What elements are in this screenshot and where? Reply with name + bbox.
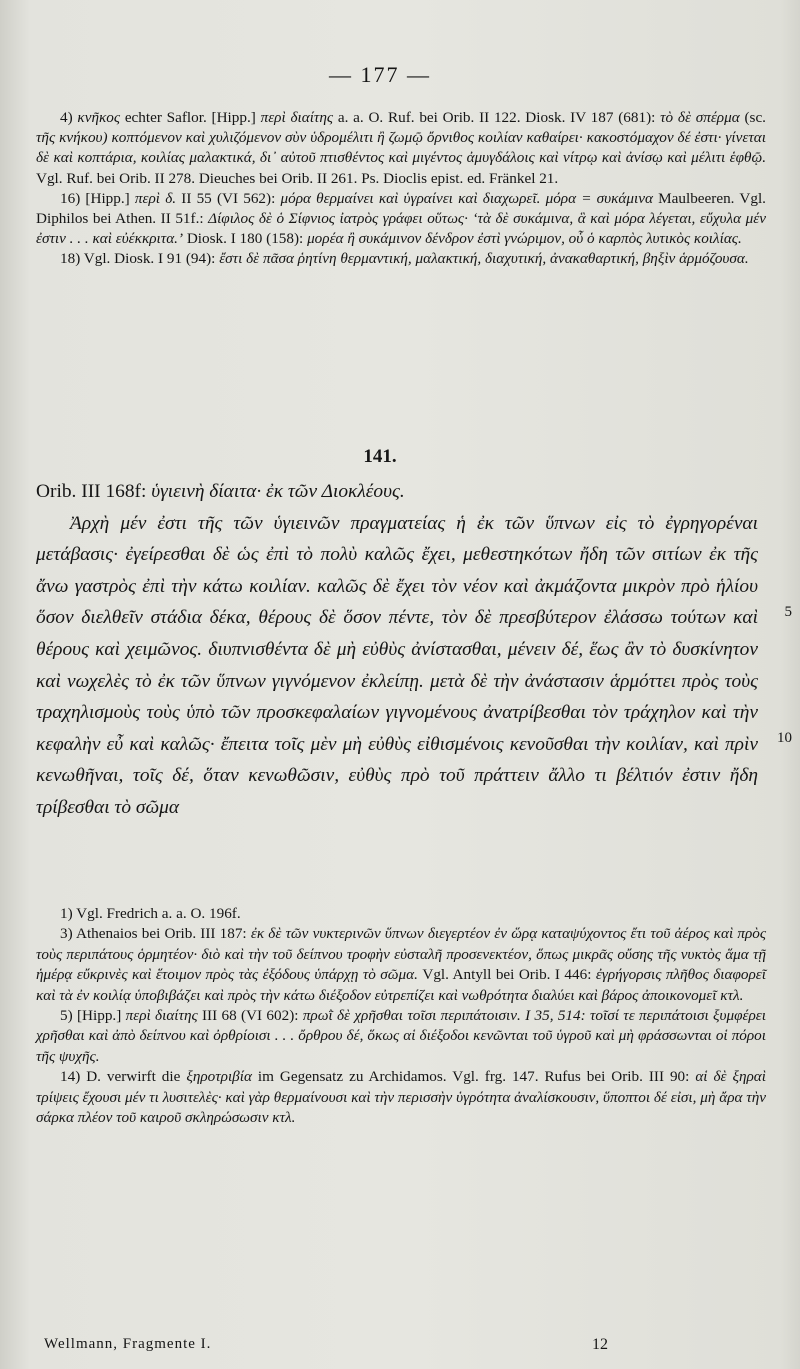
footnote-14: 14) D. verwirft die ξηροτριβία im Gegensatz zu Archidamos. Vgl. frg. 147. Rufus bei Orib. III 90: αἱ δὲ ξηραὶ τρίψεις ἔχουσι μέν τι λυσιτελὲς· καὶ γὰρ θερμαίνουσι καὶ τὴν περισσὴν ὑγρότητα ἀναλίσκουσιν, ὕποπτοι δέ εἰσι, μὴ ἄρα τὴν σάρκα πλέον τοῦ καιροῦ σκληρώσωσιν κτλ. bbox=[36, 1068, 766, 1127]
footnote-3: 3) Athenaios bei Orib. III 187: ἐκ δὲ τῶν νυκτερινῶν ὕπνων διεγερτέον ἐν ὥρᾳ καταψύχοντος ἔτι τοῦ ἀέρος καὶ πρὸς τοὺς περιπάτους ὁρμητέον· διὸ καὶ τὴν τοῦ δείπνου τροφὴν εὐσταλῆ προσενεκτέον, ὅπως μικρᾶς οὔσης τῆς νυκτὸς ἅμα τῇ ἡμέρᾳ εὔκρινὲς καὶ ἕτοιμον πρὸς τὰς ἐξόδους ὑπάρχῃ τὸ σῶμα. Vgl. Antyll bei Orib. I 446: ἐγρήγορσις πλῆθος διαφορεῖ καὶ τὰ ἐν κοιλίᾳ ὑποβιβάζει καὶ πρὸς τὴν κάτω διέξοδον εὐτρεπίζει καὶ νωθρότητα διαλύει καὶ βάρος ἀποικονομεῖ κτλ. bbox=[36, 925, 766, 1004]
section-number: 141. bbox=[363, 446, 397, 467]
line-number-5: 5 bbox=[784, 604, 792, 620]
footnote-4: 4) κνῆκος echter Saflor. [Hipp.] περὶ διαίτης a. a. O. Ruf. bei Orib. II 122. Diosk. IV 187 (681): τὸ δὲ σπέρμα (sc. τῆς κνήκου) κοπτόμενον καὶ χυλιζόμενον σὺν ὑδρομέλιτι ἢ ζωμῷ ὄρνιθος κοιλίαν καθαίρει· κακοστόμαχον δέ ἐστι· γίνεται δὲ καὶ κοπτάρια, κοιλίας μαλακτικά, δι᾽ αὐτοῦ πτισθέντος καὶ μιγέντος ἀμυγδάλοις καὶ νίτρῳ καὶ ἀνίσῳ καὶ μέλιτι ἑφθῷ. Vgl. Ruf. bei Orib. II 278. Dieuches bei Orib. II 261. Ps. Dioclis epist. ed. Fränkel 21. bbox=[36, 109, 766, 187]
footnote-1: 1) Vgl. Fredrich a. a. O. 196f. bbox=[60, 905, 241, 922]
page-number: — 177 — bbox=[329, 62, 431, 87]
sheet-number: 12 bbox=[592, 1336, 608, 1353]
top-footnotes bbox=[36, 108, 766, 270]
main-title-line: Orib. III 168f: ὑγιεινὴ δίαιτα· ἐκ τῶν Διοκλέους. bbox=[36, 481, 405, 502]
footer-signature: Wellmann, Fragmente I. bbox=[44, 1336, 212, 1352]
footnote-16: 16) [Hipp.] περὶ δ. II 55 (VI 562): μόρα θερμαίνει καὶ ὑγραίνει καὶ διαχωρεῖ. μόρα = συκάμινα Maulbeeren. Vgl. Diphilos bei Athen. II 51f.: Δίφιλος δὲ ὁ Σίφνιος ἰατρὸς γράφει οὕτως· ‘τὰ δὲ συκάμινα, ἃ καὶ μόρα λέγεται, εὔχυλα μέν ἐστιν . . . καὶ εὐέκκριτα.’ Diosk. I 180 (158): μορέα ἢ συκάμινον δένδρον ἐστὶ γνώριμον, οὗ ὁ καρπὸς λυτικὸς κοιλίας. bbox=[36, 189, 766, 248]
footnote-5: 5) [Hipp.] περὶ διαίτης III 68 (VI 602): πρωῒ δὲ χρῆσθαι τοῖσι περιπάτοισιν. I 35, 514: τοῖσί τε περιπάτοισι ξυμφέρει χρῆσθαι καὶ ἀπὸ δείπνου καὶ ὀρθρίοισι . . . ὄρθρου δέ, ὅκως αἱ διέξοδοι κενῶνται τοῦ ὑγροῦ καὶ μὴ φράσσωνται οἱ πόροι τῆς ψυχῆς. bbox=[36, 1007, 766, 1065]
main-text bbox=[36, 476, 758, 824]
bottom-footnotes bbox=[36, 904, 766, 1128]
line-number-10: 10 bbox=[777, 730, 792, 746]
footnote-18: 18) Vgl. Diosk. I 91 (94): ἔστι δὲ πᾶσα ῥητίνη θερμαντική, μαλακτική, διαχυτική, ἀνακαθαρτική, βηξὶν ἁρμόζουσα. bbox=[60, 250, 749, 268]
main-body: Ἀρχὴ μέν ἐστι τῆς τῶν ὑγιεινῶν πραγματείας ἡ ἐκ τῶν ὕπνων εἰς τὸ ἐγρηγορέναι μετάβασις· ἐγείρεσθαι δὲ ὡς ἐπὶ τὸ πολὺ καλῶς ἔχει, μεθεστηκότων ἤδη τῶν σιτίων ἐκ τῆς ἄνω γαστρὸς ἐπὶ τὴν κάτω κοιλίαν. καλῶς δὲ ἔχει τὸν νέον καὶ ἀκμάζοντα μικρὸν πρὸ ἡλίου ὅσον διελθεῖν στάδια δέκα, θέρους δὲ ὅσον πέντε, τὸν δὲ πρεσβύτερον ἐλάσσω τούτων καὶ θέρους καὶ χειμῶνος. διυπνισθέντα δὲ μὴ εὐθὺς ἀνίστασθαι, μένειν δέ, ἕως ἂν τὸ δυσκίνητον καὶ νωχελὲς τὸ ἐκ τῶν ὕπνων γιγνόμενον ἐκλείπῃ. μετὰ δὲ τὴν ἀνάστασιν ἁρμόττει πρὸς τοὺς τραχηλισμοὺς τοὺς ὑπὸ τῶν προσκεφαλαίων γιγνομένους ἀνατρίβεσθαι τὸν τράχηλον καὶ τὴν κεφαλὴν εὖ καὶ καλῶς· ἔπειτα τοῖς μὲν μὴ εὐθὺς εἰθισμένοις κενοῦσθαι τὴν κοιλίαν, καὶ πρὶν κενωθῆναι, τοῖς δέ, ὅταν κενωθῶσιν, εὐθὺς πρὸ τοῦ πράττειν ἄλλο τι βέλτιόν ἐστιν ἤδη τρίβεσθαι τὸ σῶμα bbox=[36, 512, 758, 818]
page-footer bbox=[44, 1336, 624, 1353]
